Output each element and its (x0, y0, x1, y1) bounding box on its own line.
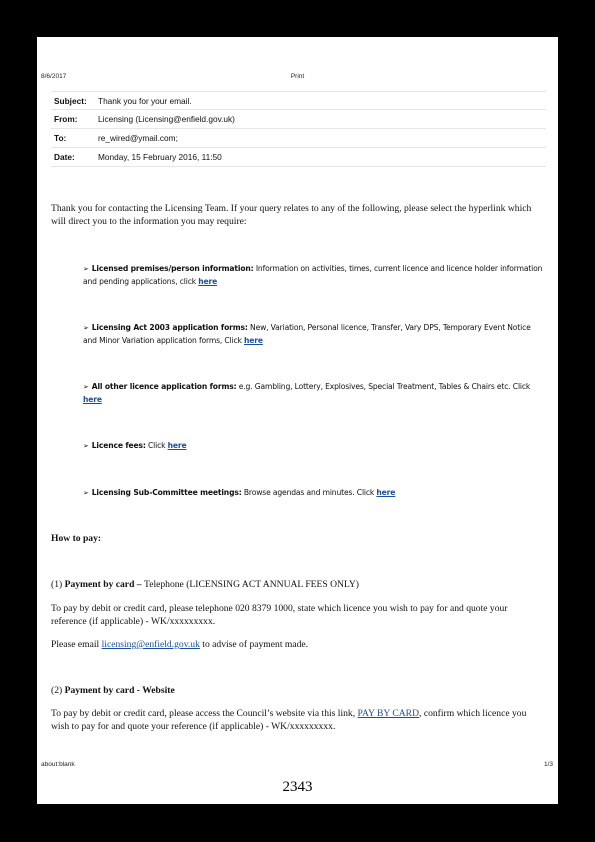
email-text-after: to advise of payment made. (199, 639, 309, 650)
meta-row-subject (51, 91, 546, 110)
payment-telephone-paragraph: To pay by debit or credit card, please telephone 020 8379 1000, state which licence you wish to pay for and quote your reference (if applicable) - WK/xxxxxxxxx. (51, 603, 508, 627)
meta-key: To: (54, 133, 67, 143)
meta-row-from (51, 110, 546, 129)
bullet-link-here[interactable]: here (198, 276, 218, 286)
meta-key: Subject: (54, 95, 87, 106)
bullet-link-here[interactable]: here (244, 335, 263, 345)
bullet-text: Browse agendas and minutes. Click (241, 488, 377, 497)
bullet-licensing-act-forms (83, 322, 545, 347)
bullet-text: Click (145, 441, 168, 450)
print-url: about:blank (41, 761, 75, 768)
how-to-pay-heading: How to pay: (51, 533, 102, 544)
payment-number: (1) (51, 579, 65, 590)
payment-heading-bold: Payment by card - Website (64, 685, 175, 696)
bullet-label: Licensing Sub-Committee meetings: (91, 488, 242, 497)
bullet-link-here[interactable]: here (83, 394, 102, 404)
bullet-label: All other licence application forms: (91, 382, 237, 391)
bullet-link-here[interactable]: here (167, 441, 187, 450)
bullet-other-forms (83, 381, 545, 406)
meta-value: Monday, 15 February 2016, 11:50 (98, 152, 222, 162)
bullet-link-here[interactable]: here (376, 488, 396, 497)
bullet-licensed-premises (83, 263, 545, 288)
payment-website-heading (51, 685, 545, 698)
website-text-before: To pay by debit or credit card, please access the Council’s website via this link, (51, 708, 358, 719)
bullet-sub-committee (83, 487, 545, 500)
intro-paragraph: Thank you for contacting the Licensing Team. If your query relates to any of the following, please select the hyperlink which will direct you to the information you may require: (51, 203, 532, 227)
document-page (37, 37, 558, 804)
arrow-bullet-icon: ➢ (83, 383, 89, 391)
email-meta-table (51, 91, 546, 167)
bullet-text: e.g. Gambling, Lottery, Explosives, Special Treatment, Tables & Chairs etc. Click (236, 382, 531, 391)
print-date: 8/6/2017 (41, 73, 67, 80)
payment-heading-bold: Payment by card – (64, 579, 144, 590)
print-page-count: 1/3 (543, 761, 553, 768)
payment-heading-suffix: Telephone (LICENSING ACT ANNUAL FEES ONLY) (144, 579, 360, 590)
bullet-label: Licence fees: (91, 441, 146, 450)
meta-row-to (51, 129, 546, 148)
meta-key: Date: (54, 152, 75, 162)
bullet-label: Licensed premises/person information: (91, 264, 254, 273)
payment-telephone-heading (51, 579, 545, 592)
meta-value: Licensing (Licensing@enfield.gov.uk) (98, 114, 235, 124)
payment-number: (2) (51, 685, 65, 696)
meta-value: Thank you for your email. (98, 95, 192, 106)
arrow-bullet-icon: ➢ (83, 442, 89, 450)
arrow-bullet-icon: ➢ (83, 489, 89, 497)
bullet-licence-fees (83, 440, 545, 453)
page-number: 2343 (282, 779, 313, 795)
payment-email-paragraph (51, 639, 545, 652)
print-title: Print (290, 73, 305, 80)
email-text-before: Please email (51, 639, 102, 650)
meta-value: re_wired@ymail.com; (98, 133, 178, 143)
meta-key: From: (54, 114, 78, 124)
meta-row-date (51, 148, 546, 167)
bullet-text: New, Variation, Personal licence, Transfer, Vary DPS, Temporary Event Notice and Minor Variation application forms, Click (83, 323, 531, 345)
licensing-email-link[interactable]: licensing@enfield.gov.uk (101, 639, 200, 650)
bullet-text: Information on activities, times, current licence and licence holder information and pending applications, click (83, 264, 543, 286)
arrow-bullet-icon: ➢ (83, 324, 89, 332)
website-text-after: , confirm which licence you wish to pay for and quote your reference (if applicable) - WK/xxxxxxxxx. (51, 708, 527, 732)
bullet-label: Licensing Act 2003 application forms: (91, 323, 248, 332)
pay-by-card-link[interactable]: PAY BY CARD (357, 708, 420, 719)
arrow-bullet-icon: ➢ (83, 265, 89, 273)
payment-website-paragraph (51, 708, 545, 734)
